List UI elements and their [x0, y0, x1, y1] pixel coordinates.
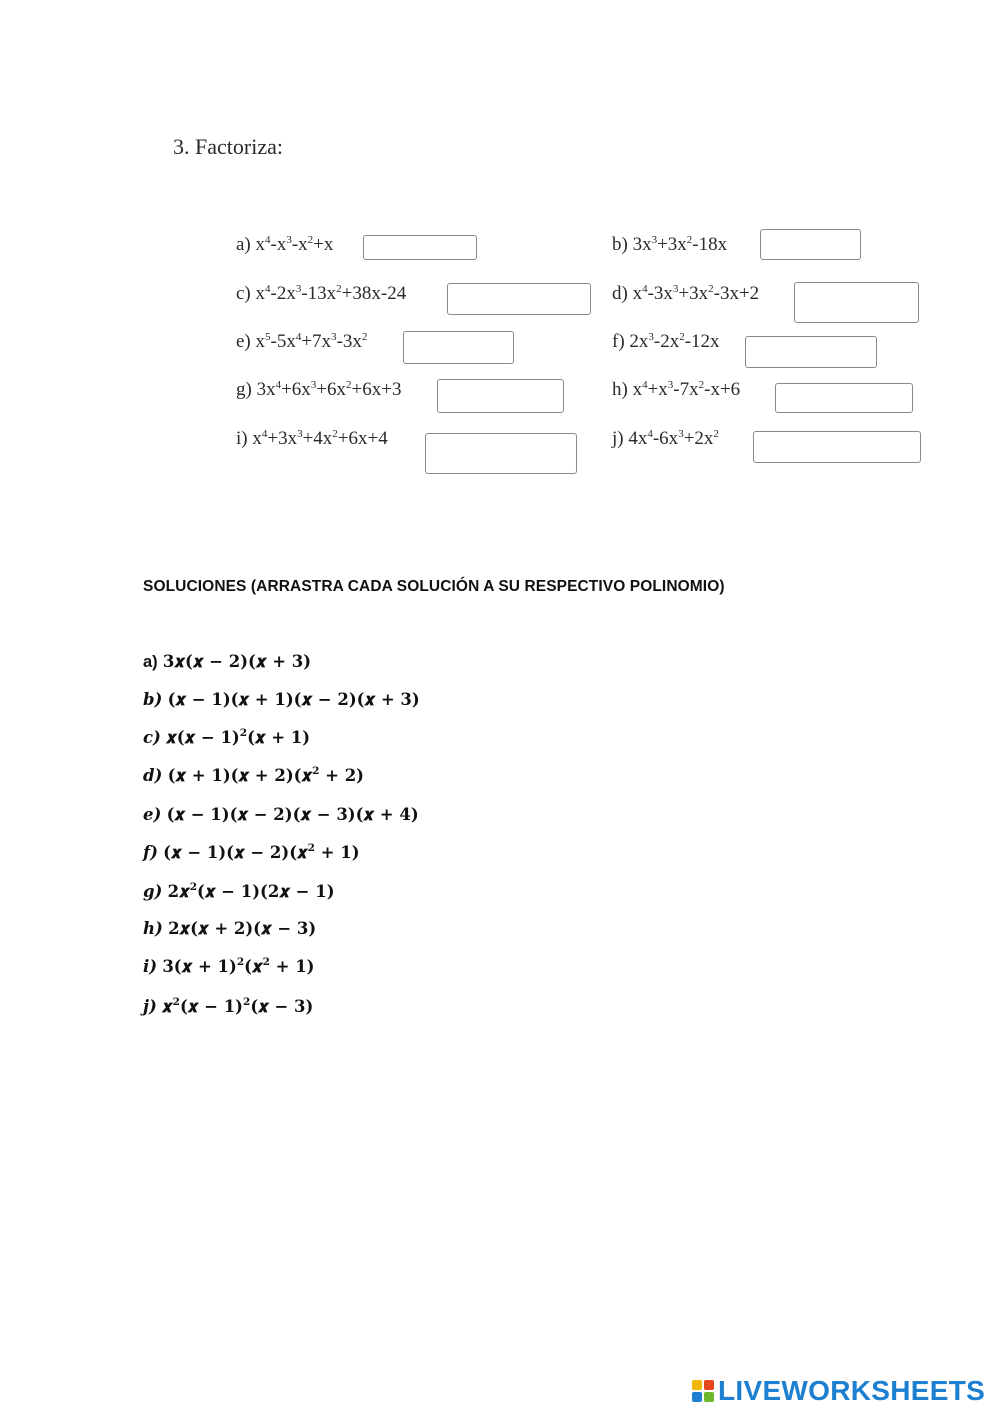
polynomial-i: i) $x^4+3x^3+4x^2+6x+4$	[236, 428, 388, 449]
solution-d[interactable]: 𝒅) (𝒙 + 𝟏)(𝒙 + 𝟐)(𝒙$^𝟐$ + 𝟐)	[143, 765, 364, 785]
answer-box-h[interactable]	[775, 383, 913, 413]
polynomial-a: a) $x^4-x^3-x^2+x$	[236, 234, 334, 255]
polynomial-c: c) $x^4-2x^3-13x^2+38x-24$	[236, 283, 407, 304]
solution-j[interactable]: 𝒋) 𝒙$^𝟐$(𝒙 − 𝟏)$^𝟐$(𝒙 − 𝟑)	[143, 996, 314, 1016]
solutions-title: SOLUCIONES (ARRASTRA CADA SOLUCIÓN A SU RESPECTIVO POLINOMIO)	[143, 578, 725, 595]
answer-box-e[interactable]	[403, 331, 514, 364]
polynomial-h: h) $x^4+x^3-7x^2-x+6$	[612, 379, 741, 400]
polynomial-g: g) $3x^4+6x^3+6x^2+6x+3$	[236, 379, 402, 400]
polynomial-j: j) $4x^4-6x^3+2x^2$	[612, 428, 719, 449]
solution-a[interactable]: a) 3𝒙(𝒙 − 𝟐)(𝒙 + 𝟑)	[143, 652, 312, 671]
polynomial-d: d) $x^4-3x^3+3x^2-3x+2$	[612, 283, 760, 304]
solution-e[interactable]: 𝒆) (𝒙 − 𝟏)(𝒙 − 𝟐)(𝒙 − 𝟑)(𝒙 + 𝟒)	[143, 805, 419, 824]
polynomial-e: e) $x^5-5x^4+7x^3-3x^2$	[236, 331, 368, 352]
solution-h[interactable]: 𝒉) 𝟐𝒙(𝒙 + 𝟐)(𝒙 − 𝟑)	[143, 919, 317, 938]
answer-box-c[interactable]	[447, 283, 591, 315]
solution-b[interactable]: 𝒃) (𝒙 − 𝟏)(𝒙 + 𝟏)(𝒙 − 𝟐)(𝒙 + 𝟑)	[143, 690, 420, 709]
solution-c[interactable]: 𝒄) 𝒙(𝒙 − 𝟏)$^𝟐$(𝒙 + 𝟏)	[143, 727, 311, 747]
solution-i[interactable]: 𝒊) 𝟑(𝒙 + 𝟏)$^𝟐$(𝒙$^𝟐$ + 𝟏)	[143, 956, 315, 976]
answer-box-f[interactable]	[745, 336, 877, 368]
polynomial-b: b) $3x^3+3x^2-18x$	[612, 234, 728, 255]
answer-box-g[interactable]	[437, 379, 564, 413]
answer-box-a[interactable]	[363, 235, 477, 260]
answer-box-b[interactable]	[760, 229, 861, 260]
solution-f[interactable]: 𝒇) (𝒙 − 𝟏)(𝒙 − 𝟐)(𝒙$^𝟐$ + 𝟏)	[143, 842, 360, 862]
brand-name: LIVEWORKSHEETS	[718, 1375, 986, 1406]
answer-box-d[interactable]	[794, 282, 919, 323]
liveworksheets-logo	[692, 1374, 985, 1408]
answer-box-i[interactable]	[425, 433, 577, 474]
solution-g[interactable]: 𝒈) 𝟐𝒙$^𝟐$(𝒙 − 𝟏)(𝟐𝒙 − 𝟏)	[143, 881, 335, 901]
liveworksheets-logo-icon	[692, 1380, 714, 1402]
polynomial-f: f) $2x^3-2x^2-12x$	[612, 331, 720, 352]
answer-box-j[interactable]	[753, 431, 921, 463]
exercise-heading: 3. Factoriza:	[173, 134, 283, 159]
